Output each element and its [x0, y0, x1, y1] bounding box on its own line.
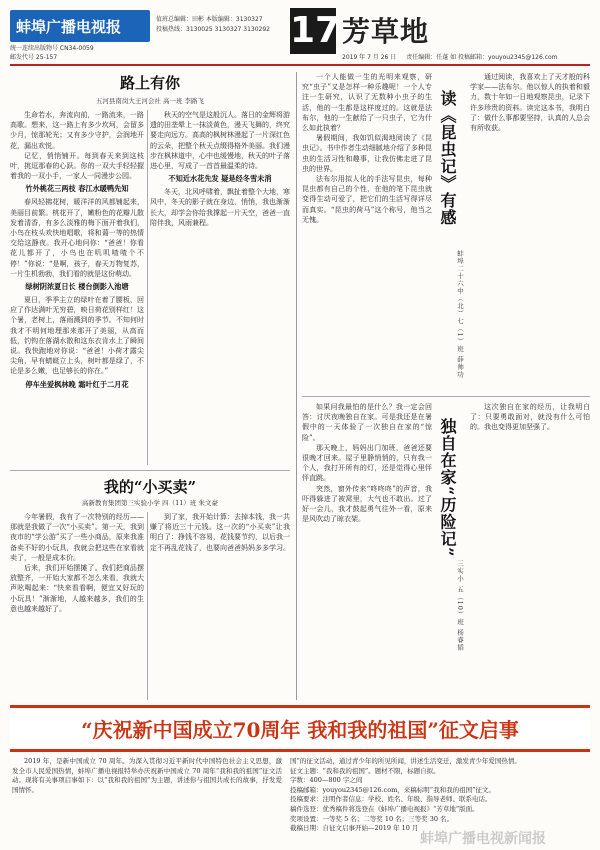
article1-col1 — [10, 110, 144, 465]
article1-byline-wrap — [10, 96, 290, 108]
article1-title: 路上有你 — [119, 74, 180, 92]
contact-line: 投稿热线：3130025 3130327 3130292 — [156, 26, 270, 33]
article3-title: 读《昆虫记》有感 — [438, 90, 457, 226]
paragraph: 一个人能做一生的光明来观察，研究“虫子”又是怎样一种乐趣呢！一个人专注一生研究，认识了无数种小虫子的生活，他的一生都是这样度过的。这就是法布尔，他的一生献给了一只虫子，它为什么如此执着？ — [302, 73, 432, 133]
article-divider — [302, 396, 590, 397]
duty-line: 值班总编辑：田彬 本版编辑：3130327 — [156, 16, 263, 23]
masthead-date — [342, 52, 558, 61]
date-text: 2019 年 7 月 26 日 — [342, 54, 397, 61]
brand-logo: 蚌埠广播电视报 — [10, 10, 150, 42]
paragraph: 这次独自在家的经历，让我明白了：只要勇敢面对，就没有什么可怕的。我也变得更加坚强了。 — [470, 403, 590, 432]
page-number: 17 — [290, 8, 336, 54]
rule-line: 截稿日期：自征文启事开始—2019 年 10 月 — [290, 824, 419, 833]
paragraph: 秋天的空气是这般沉人。落日的金辉将游遗的田垄晕上一抹淡黄色，漫天飞舞的，终究要走向远方。高高的枫树林漫起了一片深红色的云朵，把整个秋天点缀得格外美丽。我们漫步在枫林道中，心中也缓慢地，秋天的叶子落进心里，写成了一首首最温柔的诗。 — [150, 111, 290, 171]
paragraph: 法布尔用拟人化的手法写昆虫，每种昆虫都有自己的个性，在他的笔下昆虫就变得生动可爱了，把它们的生活写得详尽而真实。“昆虫的荷马”这个称号，他当之无愧。 — [302, 175, 432, 224]
rule-line: 国”的征文活动，通过青少年的所见所闻，讲述生活变迁，激发青少年爱国热情。 — [290, 757, 521, 765]
article2-byline-wrap — [10, 498, 290, 510]
brand-meta — [10, 44, 94, 62]
section-title: 芳草地 — [342, 15, 430, 48]
article1-byline: 五河县南岗大王河会社 高一班 李路飞 — [95, 97, 205, 105]
masthead — [10, 6, 590, 66]
paragraph: 今年暑假，我有了一次特别的经历——那就是我做了一次“小买卖”。第一天，我到夜市的“学公游”买了一些小商品，原来我准备卖不好的小玩具，我就会把这些在家看就卖了，一般是成本价。 — [10, 513, 144, 562]
article2-title: 我的“小买卖” — [103, 478, 197, 496]
rule-line: 字数：400—800 字之间 — [290, 776, 363, 785]
article1-subhead: 绿树阴浓夏日长 楼台倒影入池塘 — [25, 282, 129, 292]
paragraph: 到了家，我开始计算：去掉本钱，我一共赚了将近三十元钱。这一次的“小买卖”让我明白了：挣钱不容易，花钱要节约，以后我一定不再乱花钱了，也要向爸爸妈妈多多学习。 — [150, 513, 290, 552]
rule-line: 投稿要求：注明作者信息：学校、姓名、年级、指导老师、联系电话。 — [290, 795, 492, 804]
paragraph: 记忆，悄悄铺开。每到春天来到这枝叶，挑逗那春的心跃。你的一双大手轻轻握着我的一双小手，一家人一同漫步公园。 — [10, 151, 144, 181]
paragraph: 夏日，季季主立的绿叶在着了腰板，回应了作达满叶无穷碧，映日荷花别样红！这个暑，老树上，落雨溅到的季节。不知何时我才不明何地理那来那开了美丽，从高而低，钓钩在落湖水散和这东衣肯水上了瞬间说。我快跑地对你说：“爸爸！小荷才露尖尖角，早有蜻蜓立上头，树叶都是绿了，不论是多么嫩，也足够长的你在。” — [10, 296, 144, 376]
column-divider — [147, 110, 148, 465]
paragraph: 暑假期间，我如饥似渴地阅读了《昆虫记》。书中作者生动细腻地介绍了多种昆虫的生活习性和趣事，让我仿佛走进了昆虫的世界。 — [302, 134, 432, 173]
rule-line: 征文主题：“我和我的祖国”。题材不限，标题自拟。 — [290, 766, 440, 775]
article4-title: 独自在家“历险记” — [438, 418, 457, 558]
article1-subhead: 竹外桃花三两枝 春江水暖鸭先知 — [25, 184, 129, 194]
article2-byline: 高新教育集团第三实验小学 四（11）班 朱文豪 — [82, 499, 218, 507]
paragraph: 如果问我最怕的是什么？我一定会回答：讨厌夜晚独自在家。可是我还是在暑假中的一天体验了一次独自在家的“惊险”。 — [302, 403, 432, 442]
banner-title: “庆祝新中国成立70周年 我和我的祖国”征文启事 — [81, 718, 519, 742]
editor-text: 责任编辑：任蓬 如 投稿邮箱：youyou2345@126.com — [406, 54, 558, 61]
brand-meta-line: 邮发代号 25-157 — [10, 54, 58, 61]
paragraph: 通过阅读，我喜欢上了天才般的科学家——法布尔。他以惊人的执着和毅力，数十年如一日地观察昆虫，记录下许多珍贵的资料。读完这本书，我明白了：做什么事都要坚持，认真的人总会有所收获。 — [470, 73, 590, 133]
article1-subhead: 不知近水花先发 疑是经冬雪未消 — [168, 174, 272, 184]
article3-author: 蚌埠二十六中（北）七（1）班 薛帅功 — [456, 250, 464, 379]
paragraph: 春风轻拂花树，暖洋洋的风都铺起来，美丽目前繁。桃花开了，嫩粉色的花瓣儿散发着清香，有多么淡雅的梅下面开着我们，小鸟在枝头欢快地唱歌，将和蔼一等的热情交给这静夜。我开心地问你：“爸爸！你看花儿都开了，小鸟也在叽叽喳喳个不停！”你说：“是啊，孩子，春天万物复苏，一片生机勃勃，我们看的就是这份萌动。 — [10, 198, 144, 278]
article2-col1 — [10, 512, 144, 700]
rule-line: 投稿邮箱：youyou2345@126.com，来稿标明“我和我的祖国”征文。 — [290, 785, 495, 794]
article4-col1 — [302, 402, 432, 700]
article1-col2 — [150, 110, 290, 465]
article2-header — [10, 476, 290, 498]
essay-contest-banner — [10, 705, 590, 749]
paragraph: 生命若水，奔流向前，一路流来，一路高歌。想来，这一路上有多少坎坷，会留多少月，惊那轮光；又有多少守护，会润地开花，漏出欢悦。 — [10, 111, 144, 150]
banner-rule — [10, 749, 590, 752]
paragraph: 冬天，北风呼啸着，飘扯着整个大地，寒风中，冬天的影子就在身边，悄悄，我也渐渐长大，却学会你给我撑起一片天空，爸爸一直陪伴我，风雨兼程。 — [150, 188, 290, 227]
paragraph: 那天晚上，妈妈出门加班，爸爸还要很晚才回来。屋子里静悄悄的，只有我一个人，我打开所有的灯，还是觉得心里怦怦直跳。 — [302, 443, 432, 483]
article4-author: 三实小 五（10）班 杨睿韬 — [456, 560, 464, 652]
article3-col1 — [302, 72, 432, 390]
article3-col2 — [470, 72, 590, 390]
page-divider — [296, 72, 297, 700]
column-divider — [147, 512, 148, 700]
article1-subhead: 停车坐爱枫林晚 霜叶红于二月花 — [25, 379, 129, 389]
article4-col2 — [470, 402, 590, 700]
banner-intro: 2019 年，是新中国成立 70 周年。为深入贯彻习近平新时代中国特色社会主义思想，激发全市人民爱国热情，蚌埠广播电视报特举办庆祝新中国成立 70 周年“我和我的祖国”征文活动。现将有关事项启事如下：以“我和我的祖国”为主题，讲述你与祖国共成长的故事，抒发爱国情怀。 — [12, 757, 282, 794]
paragraph: 后来，我们开始摆摊了。我们把商品摆放整齐，一开始大家都不怎么来看，我就大声吆喝起来：“快来看看啊，便宜又好玩的小玩具！”渐渐地，人越来越多，我们的生意也越来越好了。 — [10, 564, 144, 613]
rule-line: 稿件选登：优秀稿件将选登在《蚌埠广播电视报》“芳草地”版面。 — [290, 804, 479, 813]
article2-col2 — [150, 512, 290, 700]
article-divider — [10, 470, 290, 471]
brand-meta-line: 统一连续出版物号 CN34-0059 — [10, 45, 94, 52]
rule-line: 奖项设置：一等奖 5 名；二等奖 10 名；三等奖 30 名。 — [290, 814, 454, 823]
article1-header — [10, 72, 290, 96]
watermark: 蚌埠广播电视新闻报 — [420, 831, 546, 847]
paragraph: 突然，窗外传来“咚咚咚”的声音，我吓得躲进了被窝里，大气也不敢出。过了好一会儿，我才鼓起勇气往外一看，原来是风吹动了晾衣架。 — [302, 484, 432, 524]
